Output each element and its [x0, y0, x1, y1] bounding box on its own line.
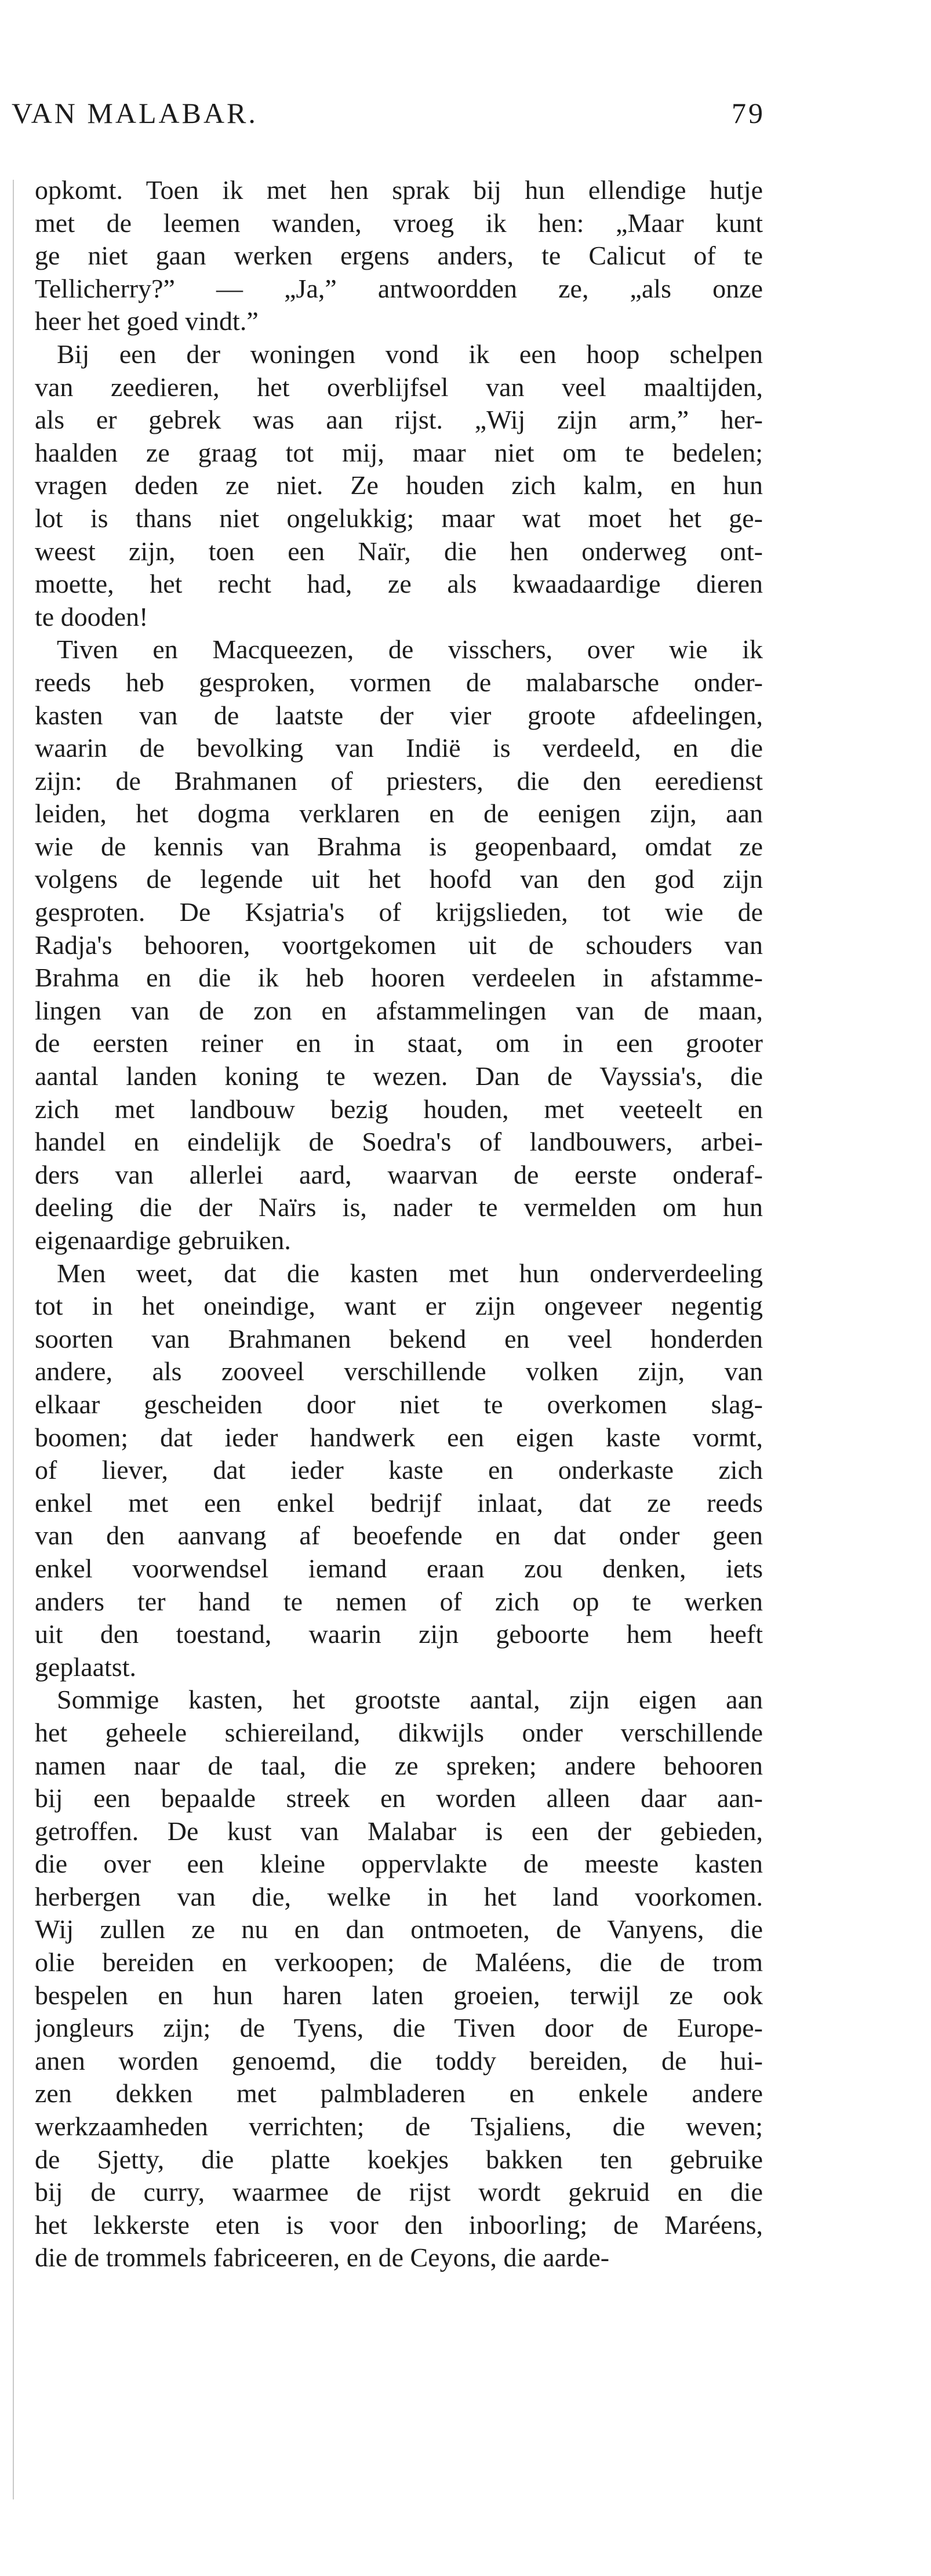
text-line: getroffen. De kust van Malabar is een der gebieden, [35, 1816, 763, 1846]
text-line: Tiven en Macqueezen, de visschers, over wie ik [57, 634, 763, 665]
text-line: van den aanvang af beoefende en dat onder geen [35, 1521, 763, 1551]
text-line: het geheele schiereiland, dikwijls onder verschillende [35, 1717, 763, 1747]
text-line: leiden, het dogma verklaren en de eenigen zijn, aan [35, 799, 763, 829]
text-line: aantal landen koning te wezen. Dan de Vayssia's, die [35, 1061, 763, 1091]
text-line: Men weet, dat die kasten met hun onderverdeeling [57, 1258, 763, 1288]
left-margin-rule [13, 180, 14, 2499]
text-line: opkomt. Toen ik met hen sprak bij hun ellendige hutje [35, 175, 763, 205]
text-line: moette, het recht had, ze als kwaadaardige dieren [35, 569, 763, 599]
text-line: volgens de legende uit het hoofd van den god zijn [35, 864, 763, 894]
text-line: lingen van de zon en afstammelingen van de maan, [35, 995, 763, 1025]
text-line: met de leemen wanden, vroeg ik hen: „Maar kunt [35, 208, 763, 238]
text-line: of liever, dat ieder kaste en onderkaste zich [35, 1455, 763, 1485]
text-line: heer het goed vindt.” [35, 306, 259, 336]
text-line: enkel met een enkel bedrijf inlaat, dat ze reeds [35, 1487, 763, 1518]
text-line: anders ter hand te nemen of zich op te werken [35, 1586, 763, 1616]
paragraph [35, 338, 763, 633]
text-line: enkel voorwendsel iemand eraan zou denken, iets [35, 1553, 763, 1583]
page-number: 79 [732, 97, 765, 129]
text-line: waarin de bevolking van Indië is verdeeld, en die [35, 733, 763, 763]
running-head: VAN MALABAR. [12, 97, 258, 129]
text-line: zijn: de Brahmanen of priesters, die den eeredienst [35, 765, 763, 796]
text-line: haalden ze graag tot mij, maar niet om te bedelen; [35, 437, 763, 467]
text-line: gesproten. De Ksjatria's of krijgslieden, tot wie de [35, 897, 763, 927]
text-line: de Sjetty, die platte koekjes bakken ten gebruike [35, 2144, 763, 2174]
text-line: geplaatst. [35, 1652, 136, 1682]
text-line: die over een kleine oppervlakte de meeste kasten [35, 1849, 763, 1879]
body-text [35, 174, 763, 2274]
text-line: werkzaamheden verrichten; de Tsjaliens, die weven; [35, 2111, 763, 2142]
text-line: andere, als zooveel verschillende volken zijn, van [35, 1356, 763, 1387]
paragraph [35, 1257, 763, 1684]
text-line: reeds heb gesproken, vormen de malabarsche onder- [35, 667, 763, 697]
text-line: herbergen van die, welke in het land voorkomen. [35, 1881, 763, 1911]
text-line: Wij zullen ze nu en dan ontmoeten, de Vanyens, die [35, 1914, 763, 1944]
text-line: Brahma en die ik heb hooren verdeelen in afstamme- [35, 963, 763, 993]
text-line: soorten van Brahmanen bekend en veel honderden [35, 1323, 763, 1354]
text-line: namen naar de taal, die ze spreken; andere behooren [35, 1750, 763, 1780]
text-line: lot is thans niet ongelukkig; maar wat moet het ge- [35, 503, 763, 533]
text-line: deeling die der Naïrs is, nader te vermelden om hun [35, 1192, 763, 1222]
text-line: jongleurs zijn; de Tyens, die Tiven door de Europe- [35, 2013, 763, 2043]
paragraph [35, 1684, 763, 2274]
text-line: Sommige kasten, het grootste aantal, zijn eigen aan [57, 1685, 763, 1715]
text-line: te dooden! [35, 601, 148, 632]
text-line: ge niet gaan werken ergens anders, te Calicut of te [35, 241, 763, 271]
text-line: Bij een der woningen vond ik een hoop schelpen [57, 339, 763, 369]
text-line: wie de kennis van Brahma is geopenbaard, omdat ze [35, 831, 763, 861]
text-line: vragen deden ze niet. Ze houden zich kalm, en hun [35, 470, 763, 500]
text-line: elkaar gescheiden door niet te overkomen slag- [35, 1389, 763, 1419]
paragraph [35, 174, 763, 338]
text-line: tot in het oneindige, want er zijn ongeveer negentig [35, 1291, 763, 1321]
text-line: bij een bepaalde streek en worden alleen daar aan- [35, 1783, 763, 1813]
text-line: die de trommels fabriceeren, en de Ceyons, die aarde- [35, 2243, 610, 2273]
text-line: weest zijn, toen een Naïr, die hen onderweg ont- [35, 536, 763, 566]
text-line: anen worden genoemd, die toddy bereiden, de hui- [35, 2045, 763, 2076]
page-header [12, 93, 765, 133]
text-line: bij de curry, waarmee de rijst wordt gekruid en die [35, 2177, 763, 2207]
text-line: bespelen en hun haren laten groeien, terwijl ze ook [35, 1980, 763, 2010]
text-line: als er gebrek was aan rijst. „Wij zijn arm,” her- [35, 405, 763, 435]
paragraph [35, 633, 763, 1257]
text-line: handel en eindelijk de Soedra's of landbouwers, arbei- [35, 1127, 763, 1157]
text-line: kasten van de laatste der vier groote afdeelingen, [35, 700, 763, 730]
text-line: zen dekken met palmbladeren en enkele andere [35, 2078, 763, 2109]
text-line: Radja's behooren, voortgekomen uit de schouders van [35, 930, 763, 960]
text-line: ders van allerlei aard, waarvan de eerste onderaf- [35, 1159, 763, 1189]
text-line: eigenaardige gebruiken. [35, 1225, 291, 1255]
text-line: de eersten reiner en in staat, om in een grooter [35, 1028, 763, 1058]
text-line: het lekkerste eten is voor den inboorling; de Maréens, [35, 2209, 763, 2240]
text-line: van zeedieren, het overblijfsel van veel maaltijden, [35, 372, 763, 402]
text-line: uit den toestand, waarin zijn geboorte hem heeft [35, 1619, 763, 1649]
text-line: zich met landbouw bezig houden, met veeteelt en [35, 1094, 763, 1124]
text-line: olie bereiden en verkoopen; de Maléens, die de trom [35, 1947, 763, 1978]
text-line: boomen; dat ieder handwerk een eigen kaste vormt, [35, 1422, 763, 1452]
text-line: Tellicherry?” — „Ja,” antwoordden ze, „als onze [35, 273, 763, 303]
